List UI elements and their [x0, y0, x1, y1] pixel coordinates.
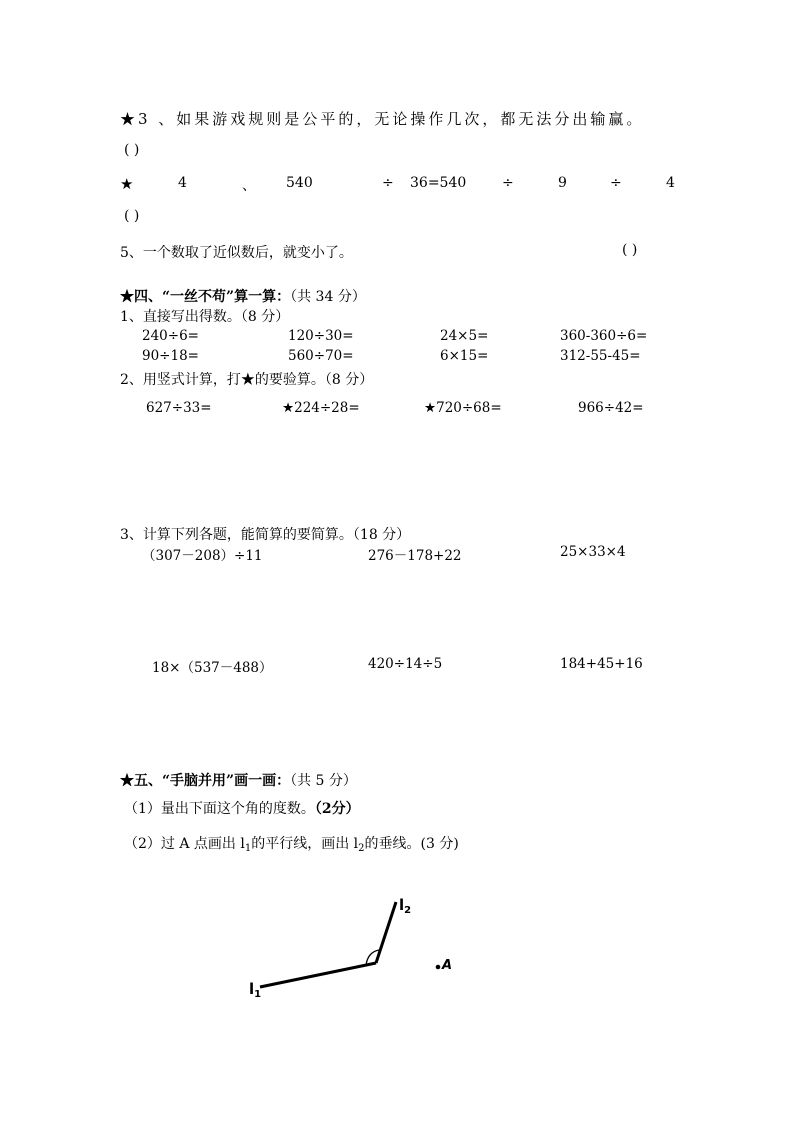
direct-calc-item: 120÷30= [288, 328, 354, 344]
label-l2 [399, 896, 411, 916]
section-5-score: （共 5 分） [290, 773, 357, 789]
subsection-1-title: 1、直接写出得数。（8 分） [120, 309, 290, 325]
direct-calc-item: 360-360÷6= [560, 328, 648, 344]
expression-token: 9 [558, 175, 567, 191]
drawing-item-1-text: （1）量出下面这个角的度数。 [124, 801, 315, 817]
subscript: 2 [358, 843, 365, 854]
subscript: 2 [404, 905, 412, 916]
direct-calc-item: 24×5= [440, 328, 489, 344]
simplify-item: 25×33×4 [560, 544, 626, 560]
expression-token: ÷ [610, 175, 622, 191]
simplify-item: 18×（537－488） [152, 660, 273, 676]
vertical-calc-item: 966÷42= [578, 400, 644, 416]
section-4-score: （共 34 分） [290, 289, 366, 305]
question-number: 4 [178, 175, 187, 191]
simplify-item: 184+45+16 [560, 656, 643, 672]
vertical-calc-item: ★224÷28= [282, 400, 360, 416]
direct-calc-item: 240÷6= [142, 328, 199, 344]
direct-calc-item: 6×15= [440, 348, 489, 364]
drawing-item-2-text: 的平行线，画出 l [251, 836, 359, 852]
expression-token: ÷ [502, 175, 514, 191]
subscript: 1 [254, 989, 262, 1000]
drawing-item-1-score: （2分） [314, 801, 360, 817]
question-3-answer-paren[interactable]: ( ) [124, 142, 140, 158]
simplify-item: 420÷14÷5 [368, 656, 443, 672]
simplify-item: （307－208）÷11 [142, 548, 263, 564]
label-point-a: A [442, 958, 453, 973]
label-l2-letter: l [399, 896, 405, 914]
vertical-calc-item: ★720÷68= [424, 400, 502, 416]
line-l2 [376, 902, 396, 963]
subsection-2-title: 2、用竖式计算，打★的要验算。（8 分） [120, 372, 374, 388]
simplify-item: 276－178+22 [368, 548, 462, 564]
expression-token: ÷ [382, 175, 394, 191]
section-4-title: ★四、“一丝不苟”算一算： [120, 289, 291, 305]
drawing-item-2-text: （2）过 A 点画出 l [124, 836, 245, 852]
point-a-dot [436, 965, 441, 970]
label-l1 [249, 980, 261, 1000]
question-3-text: ★3 、如果游戏规则是公平的，无论操作几次，都无法分出输赢。 [120, 110, 645, 128]
star-mark: ★ [120, 175, 134, 193]
question-separator: 、 [242, 178, 256, 194]
question-5-text: 5、一个数取了近似数后，就变小了。 [120, 245, 353, 261]
question-5-answer-paren[interactable]: ( ) [622, 242, 638, 258]
expression-token: 4 [666, 175, 675, 191]
subsection-3-title: 3、计算下列各题，能简算的要简算。（18 分） [120, 527, 411, 543]
expression-token: 540 [286, 175, 313, 191]
vertical-calc-item: 627÷33= [146, 400, 212, 416]
expression-token: 36=540 [410, 175, 467, 191]
label-l1-letter: l [249, 980, 255, 998]
subscript: 1 [244, 843, 252, 854]
drawing-item-2-text: 的垂线。(3 分) [364, 836, 459, 852]
direct-calc-item: 90÷18= [142, 348, 199, 364]
line-l1 [260, 963, 376, 987]
direct-calc-item: 312-55-45= [560, 348, 641, 364]
section-5-title: ★五、“手脑并用”画一画： [120, 773, 291, 789]
question-4-answer-paren[interactable]: ( ) [124, 208, 140, 224]
direct-calc-item: 560÷70= [288, 348, 354, 364]
